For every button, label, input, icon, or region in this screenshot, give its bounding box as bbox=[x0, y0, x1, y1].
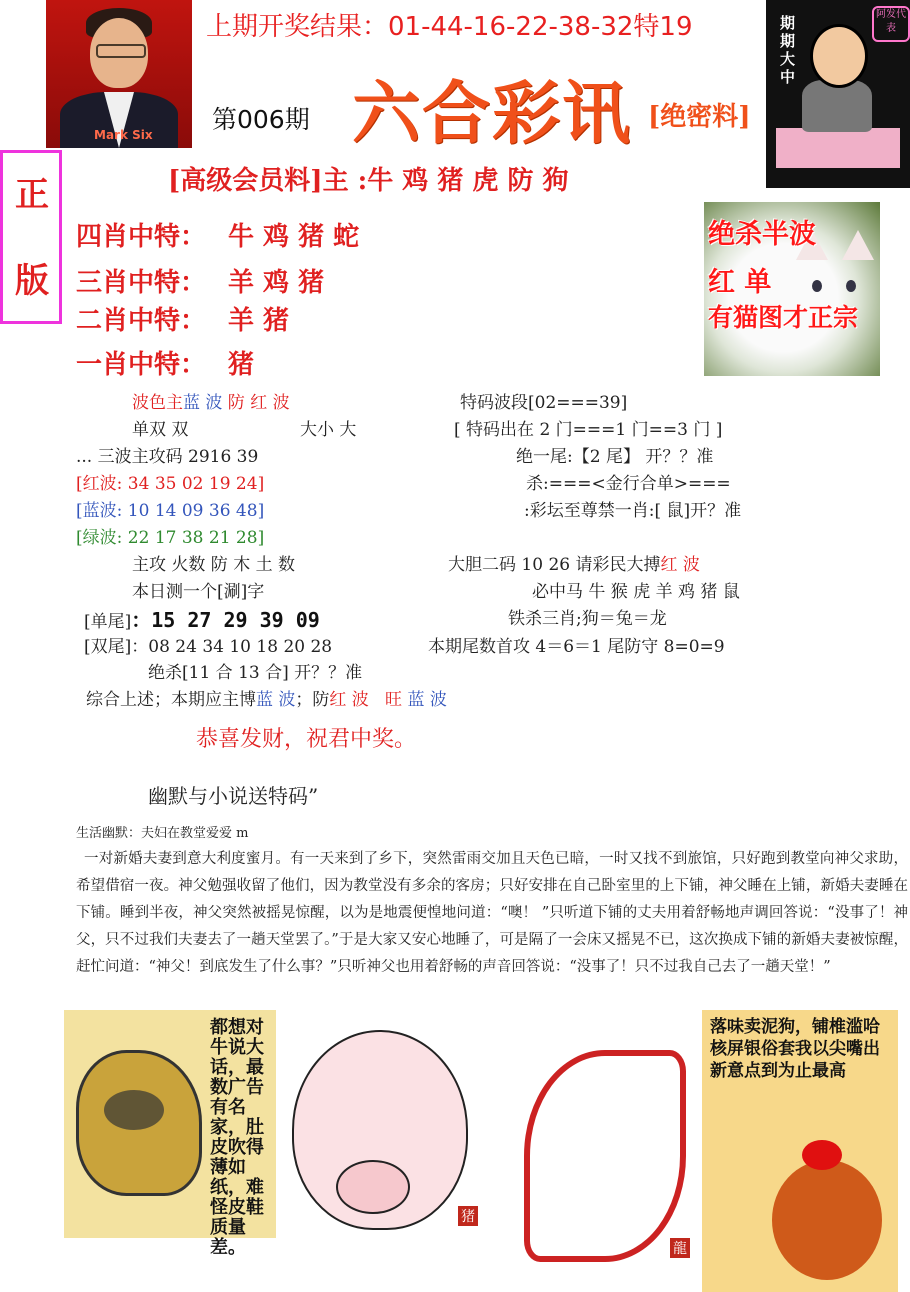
today-char: 本日测一个[涮]字 bbox=[132, 582, 265, 602]
cat-genuine-note: 有猫图才正宗 bbox=[708, 303, 859, 332]
zodiac-value: 羊 鸡 猪 bbox=[228, 268, 325, 298]
green-wave-end: ] bbox=[257, 528, 265, 548]
dragon-painting bbox=[494, 1010, 698, 1292]
cartoon-table bbox=[776, 128, 900, 168]
green-wave-row bbox=[76, 523, 264, 548]
story-label: 生活幽默：夫妇在教堂爱爱 m bbox=[76, 826, 249, 841]
dragon-seal: 龍 bbox=[670, 1238, 690, 1258]
green-wave-label: [绿波: bbox=[76, 528, 123, 548]
single-double: 单双 双 bbox=[132, 420, 189, 440]
zodiac-label: 四肖中特： bbox=[76, 222, 207, 252]
single-tail-numbers: ：15 27 29 39 09 bbox=[131, 608, 320, 632]
red-wave-row bbox=[76, 469, 264, 494]
main-attack: 主攻 火数 防 木 土 数 bbox=[132, 555, 296, 575]
red-wave-end: ] bbox=[257, 474, 265, 494]
forum-ban: :彩坛至尊禁一肖:[ 鼠]开？准 bbox=[524, 501, 742, 521]
summary-blue-wave: 蓝 波 bbox=[256, 690, 296, 710]
two-codes-text: 大胆二码 10 26 请彩民大搏 bbox=[448, 555, 661, 575]
blue-wave-end: ] bbox=[257, 501, 265, 521]
blue-wave-label: [蓝波: bbox=[76, 501, 123, 521]
double-tail-row: [双尾]：08 24 34 10 18 20 28 bbox=[84, 637, 333, 657]
cat-kill-half-wave: 绝杀半波 bbox=[708, 219, 816, 250]
green-wave-numbers: 22 17 38 21 28 bbox=[122, 528, 258, 548]
cat-red-single: 红 单 bbox=[708, 267, 772, 298]
zodiac-label: 二肖中特： bbox=[76, 306, 207, 336]
issue-number: 第006期 bbox=[212, 105, 310, 134]
two-codes-red-wave: 红 波 bbox=[660, 555, 700, 575]
single-tail-row bbox=[84, 604, 320, 633]
portrait-glasses bbox=[96, 44, 146, 58]
cat-eye bbox=[812, 280, 822, 292]
summary-row bbox=[86, 685, 447, 710]
last-draw-result: 上期开奖结果：01-44-16-22-38-32特19 bbox=[206, 12, 693, 42]
kill-single: 杀:===<金行合单>=== bbox=[526, 474, 731, 494]
pig-painting bbox=[286, 1010, 486, 1292]
ox-spots bbox=[104, 1090, 164, 1130]
zodiac-label: 一肖中特： bbox=[76, 350, 207, 380]
cartoon-badge: 阿发代表 bbox=[872, 6, 910, 42]
wave-main-guard: 防 bbox=[222, 393, 245, 413]
wave-main bbox=[132, 388, 290, 413]
kill-tail: 绝一尾:【2 尾】 开？？准 bbox=[516, 447, 714, 467]
cartoon-panel bbox=[766, 0, 910, 188]
summary-guard: ；防 bbox=[295, 690, 330, 710]
summary-prefix: 综合上述；本期应主博 bbox=[86, 690, 256, 710]
must-win: 必中马 牛 猴 虎 羊 鸡 猪 鼠 bbox=[532, 582, 740, 602]
member-tip: [高级会员料]主 :牛 鸡 猪 虎 防 狗 bbox=[168, 166, 569, 196]
wave-main-blue: 蓝 波 bbox=[183, 393, 223, 413]
zodiac-label: 三肖中特： bbox=[76, 268, 207, 298]
tail-attack: 本期尾数首攻 4＝6＝1 尾防守 8=0=9 bbox=[428, 637, 725, 657]
congrats-text: 恭喜发财，祝君中奖。 bbox=[196, 727, 417, 752]
cat-eye bbox=[846, 280, 856, 292]
secret-tag: [绝密料] bbox=[648, 102, 751, 132]
red-wave-numbers: 34 35 02 19 24 bbox=[122, 474, 258, 494]
host-portrait bbox=[46, 0, 192, 148]
red-wave-label: [红波: bbox=[76, 474, 123, 494]
special-segment: 特码波段[02===39] bbox=[460, 393, 628, 413]
rooster-painting bbox=[702, 1010, 898, 1292]
rooster-figure bbox=[772, 1160, 882, 1280]
genuine-badge-char-2: 版 bbox=[15, 261, 49, 301]
pig-nose bbox=[336, 1160, 410, 1214]
cartoon-head bbox=[810, 24, 868, 88]
bold-two-codes bbox=[448, 550, 700, 575]
rooster-comb bbox=[802, 1140, 842, 1170]
dragon-figure bbox=[524, 1050, 686, 1262]
pig-seal: 猪 bbox=[458, 1206, 478, 1226]
blue-wave-numbers: 10 14 09 36 48 bbox=[122, 501, 258, 521]
cartoon-slogan: 期期大中 bbox=[780, 14, 796, 86]
portrait-logo: Mark Six bbox=[94, 128, 153, 142]
story-body: 一对新婚夫妻到意大利度蜜月。有一天来到了乡下，突然雷雨交加且天色已暗，一时又找不到旅馆，只好跑到教堂向神父求助，希望借宿一夜。神父勉强收留了他们，因为教堂没有多余的客房；只好安排在自己卧室里的上下铺，神父睡在上铺，新婚夫妻睡在下铺。睡到半夜，神父突然被摇晃惊醒，以为是地震便惶地问道：“噢！ ”只听道下铺的丈夫用着舒畅地声调回答说：“没事了！神父，只不过我们夫妻去了一趟天堂罢了。”于是大家又安心地睡了，可是隔了一会床又摇晃不已，这次换成下铺的新婚夫妻被惊醒，赶忙问道：“神父！到底发生了什么事？”只听神父也用着舒畅的声音回答说：“没事了！只不过我自己去了一趟天堂！” bbox=[76, 851, 908, 975]
ox-caption: 都想对牛说大话，最数广告有名家，肚皮吹得薄如纸，难怪皮鞋质量差。 bbox=[210, 1017, 264, 1258]
wave-main-red: 红 波 bbox=[250, 393, 290, 413]
summary-red-wave: 红 波 bbox=[329, 690, 369, 710]
big-small: 大小 大 bbox=[300, 420, 357, 440]
ox-painting bbox=[64, 1010, 276, 1258]
genuine-badge bbox=[0, 150, 62, 324]
zodiac-row bbox=[76, 216, 360, 253]
zodiac-row bbox=[76, 344, 255, 381]
cat-image bbox=[704, 202, 880, 376]
zodiac-value: 羊 猪 bbox=[228, 306, 290, 336]
zodiac-row bbox=[76, 300, 290, 337]
cat-ear bbox=[842, 230, 874, 260]
three-waves: ... 三波主攻码 2916 39 bbox=[76, 447, 259, 467]
summary-blue-wave-2: 蓝 波 bbox=[407, 690, 447, 710]
zodiac-value: 牛 鸡 猪 蛇 bbox=[228, 222, 360, 252]
zodiac-row bbox=[76, 262, 325, 299]
kill-combination: 绝杀[11 合 13 合] 开？？准 bbox=[148, 663, 363, 683]
single-tail-label: [单尾] bbox=[84, 612, 132, 632]
special-gate: [ 特码出在 2 门===1 门==3 门 ] bbox=[454, 420, 723, 440]
genuine-badge-char-1: 正 bbox=[15, 175, 49, 215]
kill-three: 铁杀三肖;狗＝兔＝龙 bbox=[508, 609, 667, 629]
rooster-caption: 落味卖泥狗，铺椎滥哈核屏银俗套我以尖嘴出新意点到为止最高 bbox=[710, 1017, 880, 1081]
zodiac-value: 猪 bbox=[228, 350, 255, 380]
summary-wang: 旺 bbox=[385, 690, 403, 710]
blue-wave-row bbox=[76, 496, 264, 521]
wave-main-prefix: 波色主 bbox=[132, 393, 183, 413]
story-heading: 幽默与小说送特码” bbox=[148, 784, 319, 808]
page-title: 六合彩讯 bbox=[352, 74, 633, 154]
